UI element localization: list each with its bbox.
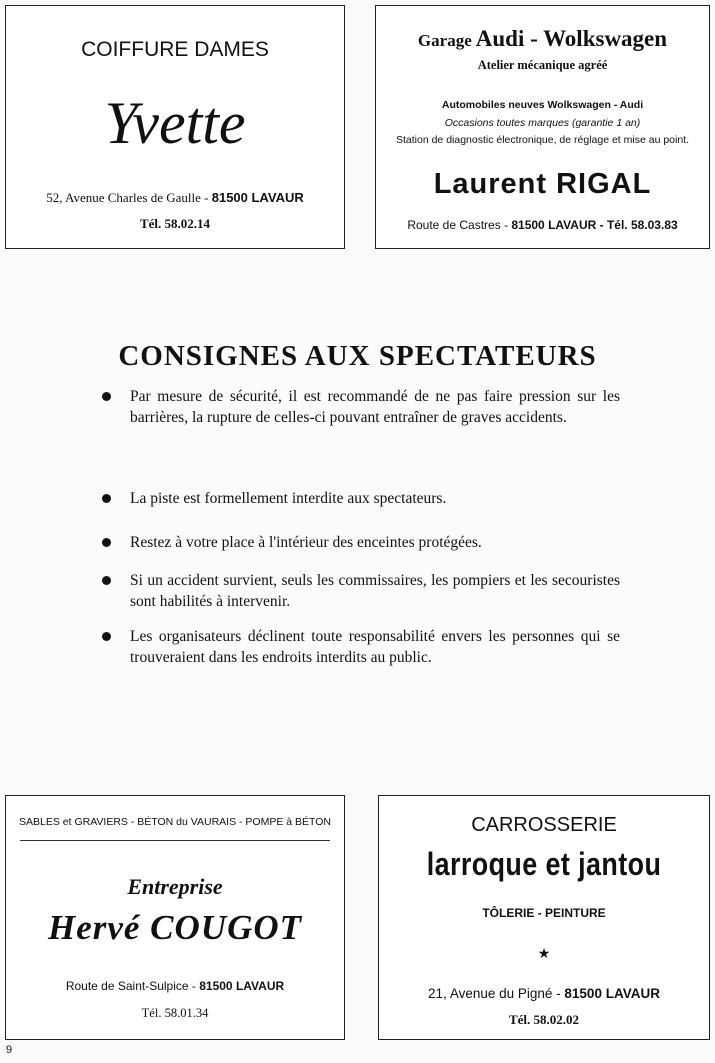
consigne-item: La piste est formellement interdite aux spectateurs. [130, 488, 620, 509]
ad-business-name: larroque et jantou [426, 846, 662, 882]
ad-garage-audi-wolkswagen [375, 5, 710, 249]
ad-subtitle: Atelier mécanique agréé [477, 58, 608, 72]
ad-coiffure-yvette [5, 5, 345, 249]
bullet-icon [102, 538, 111, 547]
ad-heading: COIFFURE DAMES [81, 38, 269, 61]
ad-carrosserie-larroque-jantou [378, 795, 710, 1040]
ad-heading: Garage Audi - Wolkswagen [417, 26, 668, 51]
ad-subtitle: TÔLERIE - PEINTURE [482, 906, 606, 920]
ad-address: 21, Avenue du Pigné - 81500 LAVAUR [428, 986, 660, 1001]
ad-phone: Tél. 58.01.34 [141, 1006, 209, 1020]
bullet-icon [102, 392, 111, 401]
consigne-item: Les organisateurs déclinent toute responsabilité envers les personnes qui se trouveraient dans les endroits interdits au public. [130, 626, 620, 668]
ad-business-name: Hervé COUGOT [47, 908, 303, 947]
ad-address: 52, Avenue Charles de Gaulle - 81500 LAVAUR [46, 190, 304, 205]
ad-business-name: Yvette [104, 90, 246, 156]
ad-owner-name: Laurent RIGAL [433, 168, 652, 200]
ad-line: Station de diagnostic électronique, de réglage et mise au point. [395, 134, 690, 146]
ad-header: SABLES et GRAVIERS - BÉTON du VAURAIS - POMPE à BÉTON [19, 816, 331, 828]
ad-phone: Tél. 58.02.02 [508, 1012, 580, 1027]
ad-entreprise-label: Entreprise [127, 874, 223, 899]
bullet-icon [102, 576, 111, 585]
consignes-title: CONSIGNES AUX SPECTATEURS [118, 340, 597, 372]
ad-heading: CARROSSERIE [471, 814, 617, 836]
ad-address: Route de Castres - 81500 LAVAUR - Tél. 58.03.83 [407, 218, 678, 232]
consigne-item: Par mesure de sécurité, il est recommandé de ne pas faire pression sur les barrières, la rupture de celles-ci pouvant entraîner de graves accidents. [130, 386, 620, 428]
page-number: 9 [6, 1044, 13, 1056]
ad-line: Automobiles neuves Wolkswagen - Audi [441, 99, 644, 111]
bullet-icon [102, 632, 111, 641]
ad-line: Occasions toutes marques (garantie 1 an) [444, 117, 641, 129]
star-icon: ★ [537, 946, 551, 962]
ad-divider [20, 840, 330, 841]
consigne-item: Restez à votre place à l'intérieur des enceintes protégées. [130, 532, 620, 553]
consigne-item: Si un accident survient, seuls les commissaires, les pompiers et les secouristes sont habilités à intervenir. [130, 570, 620, 612]
ad-address: Route de Saint-Sulpice - 81500 LAVAUR [65, 979, 285, 993]
consignes-section [0, 340, 715, 666]
ad-entreprise-cougot [5, 795, 345, 1040]
ad-phone: Tél. 58.02.14 [139, 216, 211, 231]
bullet-icon [102, 494, 111, 503]
